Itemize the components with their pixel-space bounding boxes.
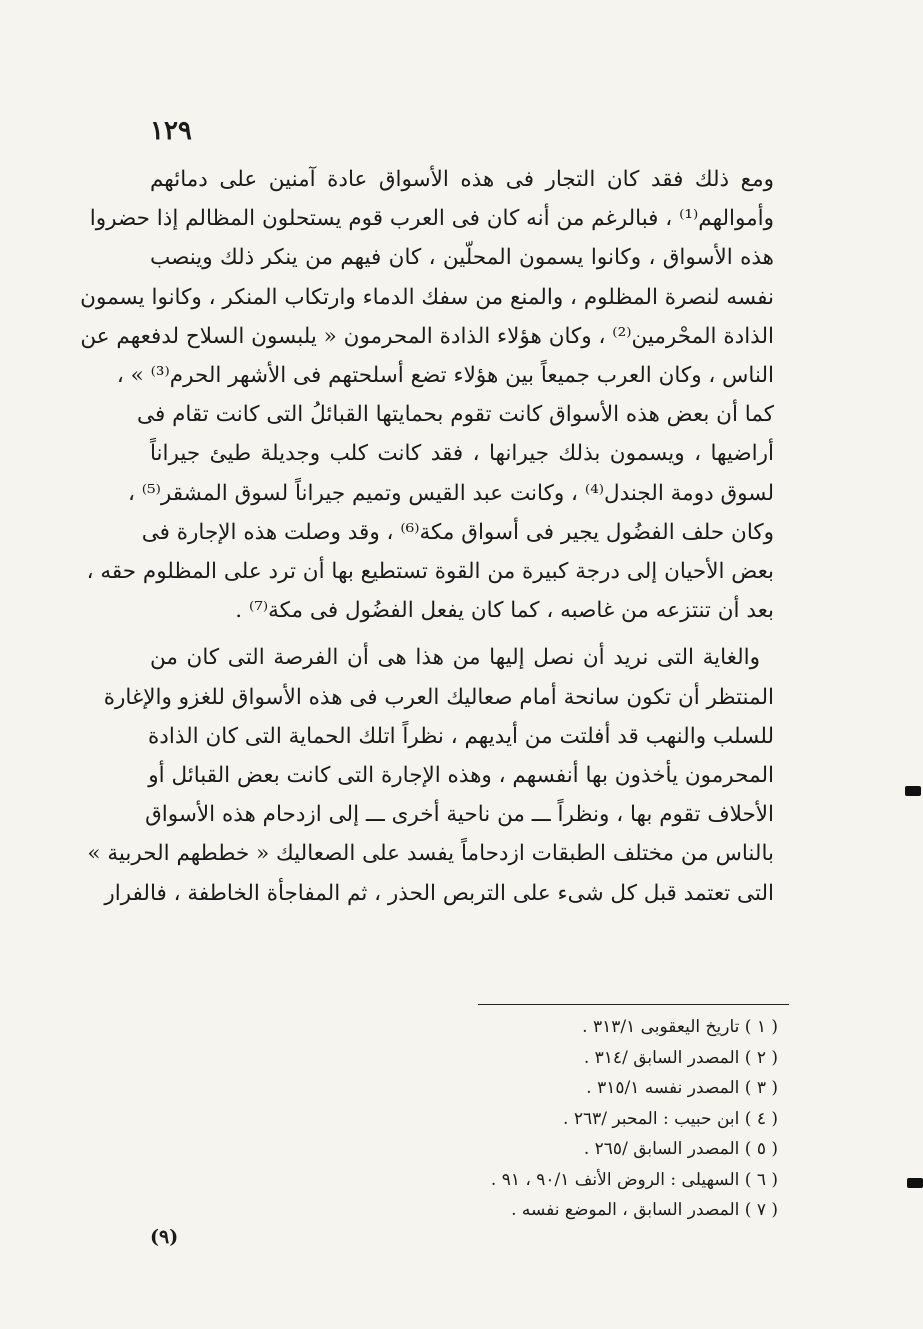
text-line: أراضيها ، ويسمون بذلك جيرانها ، فقد كانت كلب وجديلة طيئ جيراناً (150, 441, 774, 467)
signature-mark: (٩) (150, 1226, 179, 1248)
text-line: بالناس من مختلف الطبقات ازدحاماً يفسد على الصعاليك « خططهم الحربية » (87, 841, 774, 867)
text-line: نفسه لنصرة المظلوم ، والمنع من سفك الدماء وارتكاب المنكر ، وكانوا يسمون (80, 284, 774, 310)
text-line: التى تعتمد قبل كل شىء على التربص الحذر ، ثم المفاجأة الخاطفة ، فالفرار (104, 880, 774, 906)
text-line: للسلب والنهب قد أفلتت من أيديهم ، نظراً اتلك الحماية التى كان الذادة (148, 723, 774, 749)
text-line: والغاية التى نريد أن نصل إليها من هذا هى أن الفرصة التى كان من (150, 645, 760, 671)
text-line: هذه الأسواق ، وكانوا يسمون المحلّين ، كان فيهم من ينكر ذلك وينصب (150, 245, 774, 271)
footnote-divider (478, 1004, 789, 1005)
text-line: المحرمون يأخذون بها أنفسهم ، وهذه الإجارة التى كانت بعض القبائل أو (148, 763, 774, 789)
page-number: ١٢٩ (150, 116, 192, 146)
text-line: بعض الأحيان إلى درجة كبيرة من القوة تستطيع بها أن ترد على المظلوم حقه ، (86, 559, 774, 585)
text-line: ومع ذلك فقد كان التجار فى هذه الأسواق عادة آمنين على دمائهم (150, 167, 774, 192)
footnote-item: ( ٣ ) المصدر نفسه ٣١٥/١ . (586, 1078, 778, 1098)
text-line: بعد أن تنتزعه من غاصبه ، كما كان يفعل الفضُول فى مكة⁽⁷⁾ . (235, 598, 774, 624)
text-line: المنتظر أن تكون سانحة أمام صعاليك العرب فى هذه الأسواق للغزو والإغارة (103, 684, 774, 710)
text-line: وأموالهم⁽¹⁾ ، فبالرغم من أنه كان فى العرب قوم يستحلون المظالم إذا حضروا (89, 206, 774, 232)
footnote-item: ( ٥ ) المصدر السابق /٢٦٥ . (583, 1139, 778, 1159)
margin-ink-mark (905, 786, 921, 796)
text-line: الأحلاف تقوم بها ، ونظراً ـــ من ناحية أخرى ـــ إلى ازدحام هذه الأسواق (145, 802, 774, 828)
text-line: وكان حلف الفضُول يجير فى أسواق مكة⁽⁶⁾ ، وقد وصلت هذه الإجارة فى (141, 519, 774, 545)
body-text (80, 160, 774, 913)
footnote-item: ( ٢ ) المصدر السابق /٣١٤ . (583, 1047, 778, 1068)
margin-ink-mark (907, 1178, 923, 1188)
footnote-item: ( ١ ) تاريخ اليعقوبى ٣١٣/١ . (582, 1017, 778, 1037)
footnote-item: ( ٤ ) ابن حبيب : المحبر /٢٦٣ . (563, 1108, 778, 1129)
text-line: كما أن بعض هذه الأسواق كانت تقوم بحمايتها القبائلُ التى كانت تقام فى (137, 402, 774, 428)
text-line: لسوق دومة الجندل⁽⁴⁾ ، وكانت عبد القيس وتميم جيراناً لسوق المشقر⁽⁵⁾ ، (127, 480, 774, 506)
footnotes-list (380, 1012, 778, 1226)
footnote-item: ( ٧ ) المصدر السابق ، الموضع نفسه . (511, 1200, 778, 1220)
text-line: الناس ، وكان العرب جميعاً بين هؤلاء تضع أسلحتهم فى الأشهر الحرم⁽³⁾ » ، (116, 363, 774, 389)
text-line: الذادة المحْرمين⁽²⁾ ، وكان هؤلاء الذادة المحرمون « يلبسون السلاح لدفعهم عن (80, 323, 774, 349)
paragraph-gap (150, 630, 774, 638)
footnote-item: ( ٦ ) السهيلى : الروض الأنف ٩٠/١ ، ٩١ . (490, 1169, 778, 1190)
